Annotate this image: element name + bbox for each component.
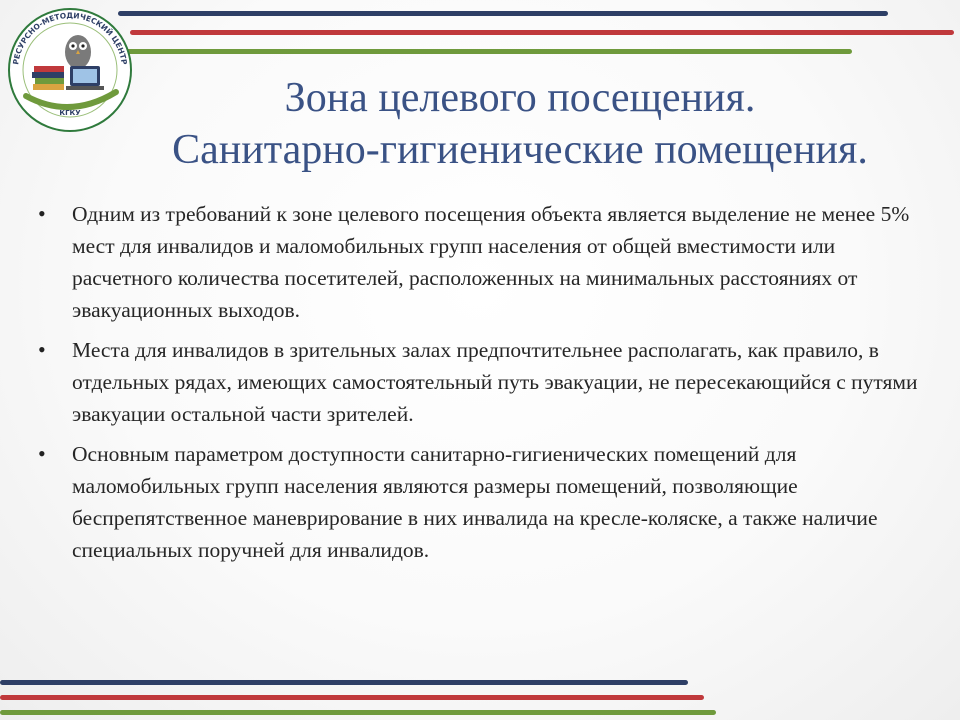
books-icon (32, 66, 64, 90)
bullet-marker: • (38, 337, 46, 362)
top-stripe-green (112, 49, 852, 54)
top-stripe-navy (118, 11, 888, 16)
slide-title (120, 72, 920, 176)
logo-arc-text: РЕСУРСНО-МЕТОДИЧЕСКИЙ ЦЕНТР (11, 10, 129, 66)
logo-bottom-text: КГКУ (59, 109, 81, 117)
laptop-icon (66, 66, 104, 90)
bullet-text: Основным параметром доступности санитарно-гигиенических помещений для маломобильных групп населения являются размеры помещений, позволяющие беспрепятственное маневрирование в них инвалида на кресле-коляске, а также наличие специальных поручней для инвалидов. (72, 442, 878, 562)
bullet-item (38, 198, 938, 326)
bullet-item (38, 438, 938, 566)
bullet-text: Места для инвалидов в зрительных залах предпочтительнее располагать, как правило, в отдельных рядах, имеющих самостоятельный путь эвакуации, не пересекающийся с путями эвакуации остальной части зрителей. (72, 338, 918, 426)
bottom-stripe-red (0, 695, 704, 700)
bottom-stripe-navy (0, 680, 688, 685)
bottom-stripe-green (0, 710, 716, 715)
owl-icon (65, 35, 91, 69)
bullet-marker: • (38, 441, 46, 466)
title-line-2: Санитарно-гигиенические помещения. (172, 127, 868, 173)
title-line-1: Зона целевого посещения. (284, 75, 756, 121)
bullet-text: Одним из требований к зоне целевого посещения объекта является выделение не менее 5% мест для инвалидов и маломобильных групп населения от общей вместимости или расчетного количества посетителей, расположенных на минимальных расстояниях от эвакуационных выходов. (72, 202, 910, 322)
bullet-list (38, 198, 938, 574)
top-stripe-red (130, 30, 954, 35)
organization-logo (4, 0, 136, 136)
bullet-item (38, 334, 938, 430)
bullet-marker: • (38, 201, 46, 226)
